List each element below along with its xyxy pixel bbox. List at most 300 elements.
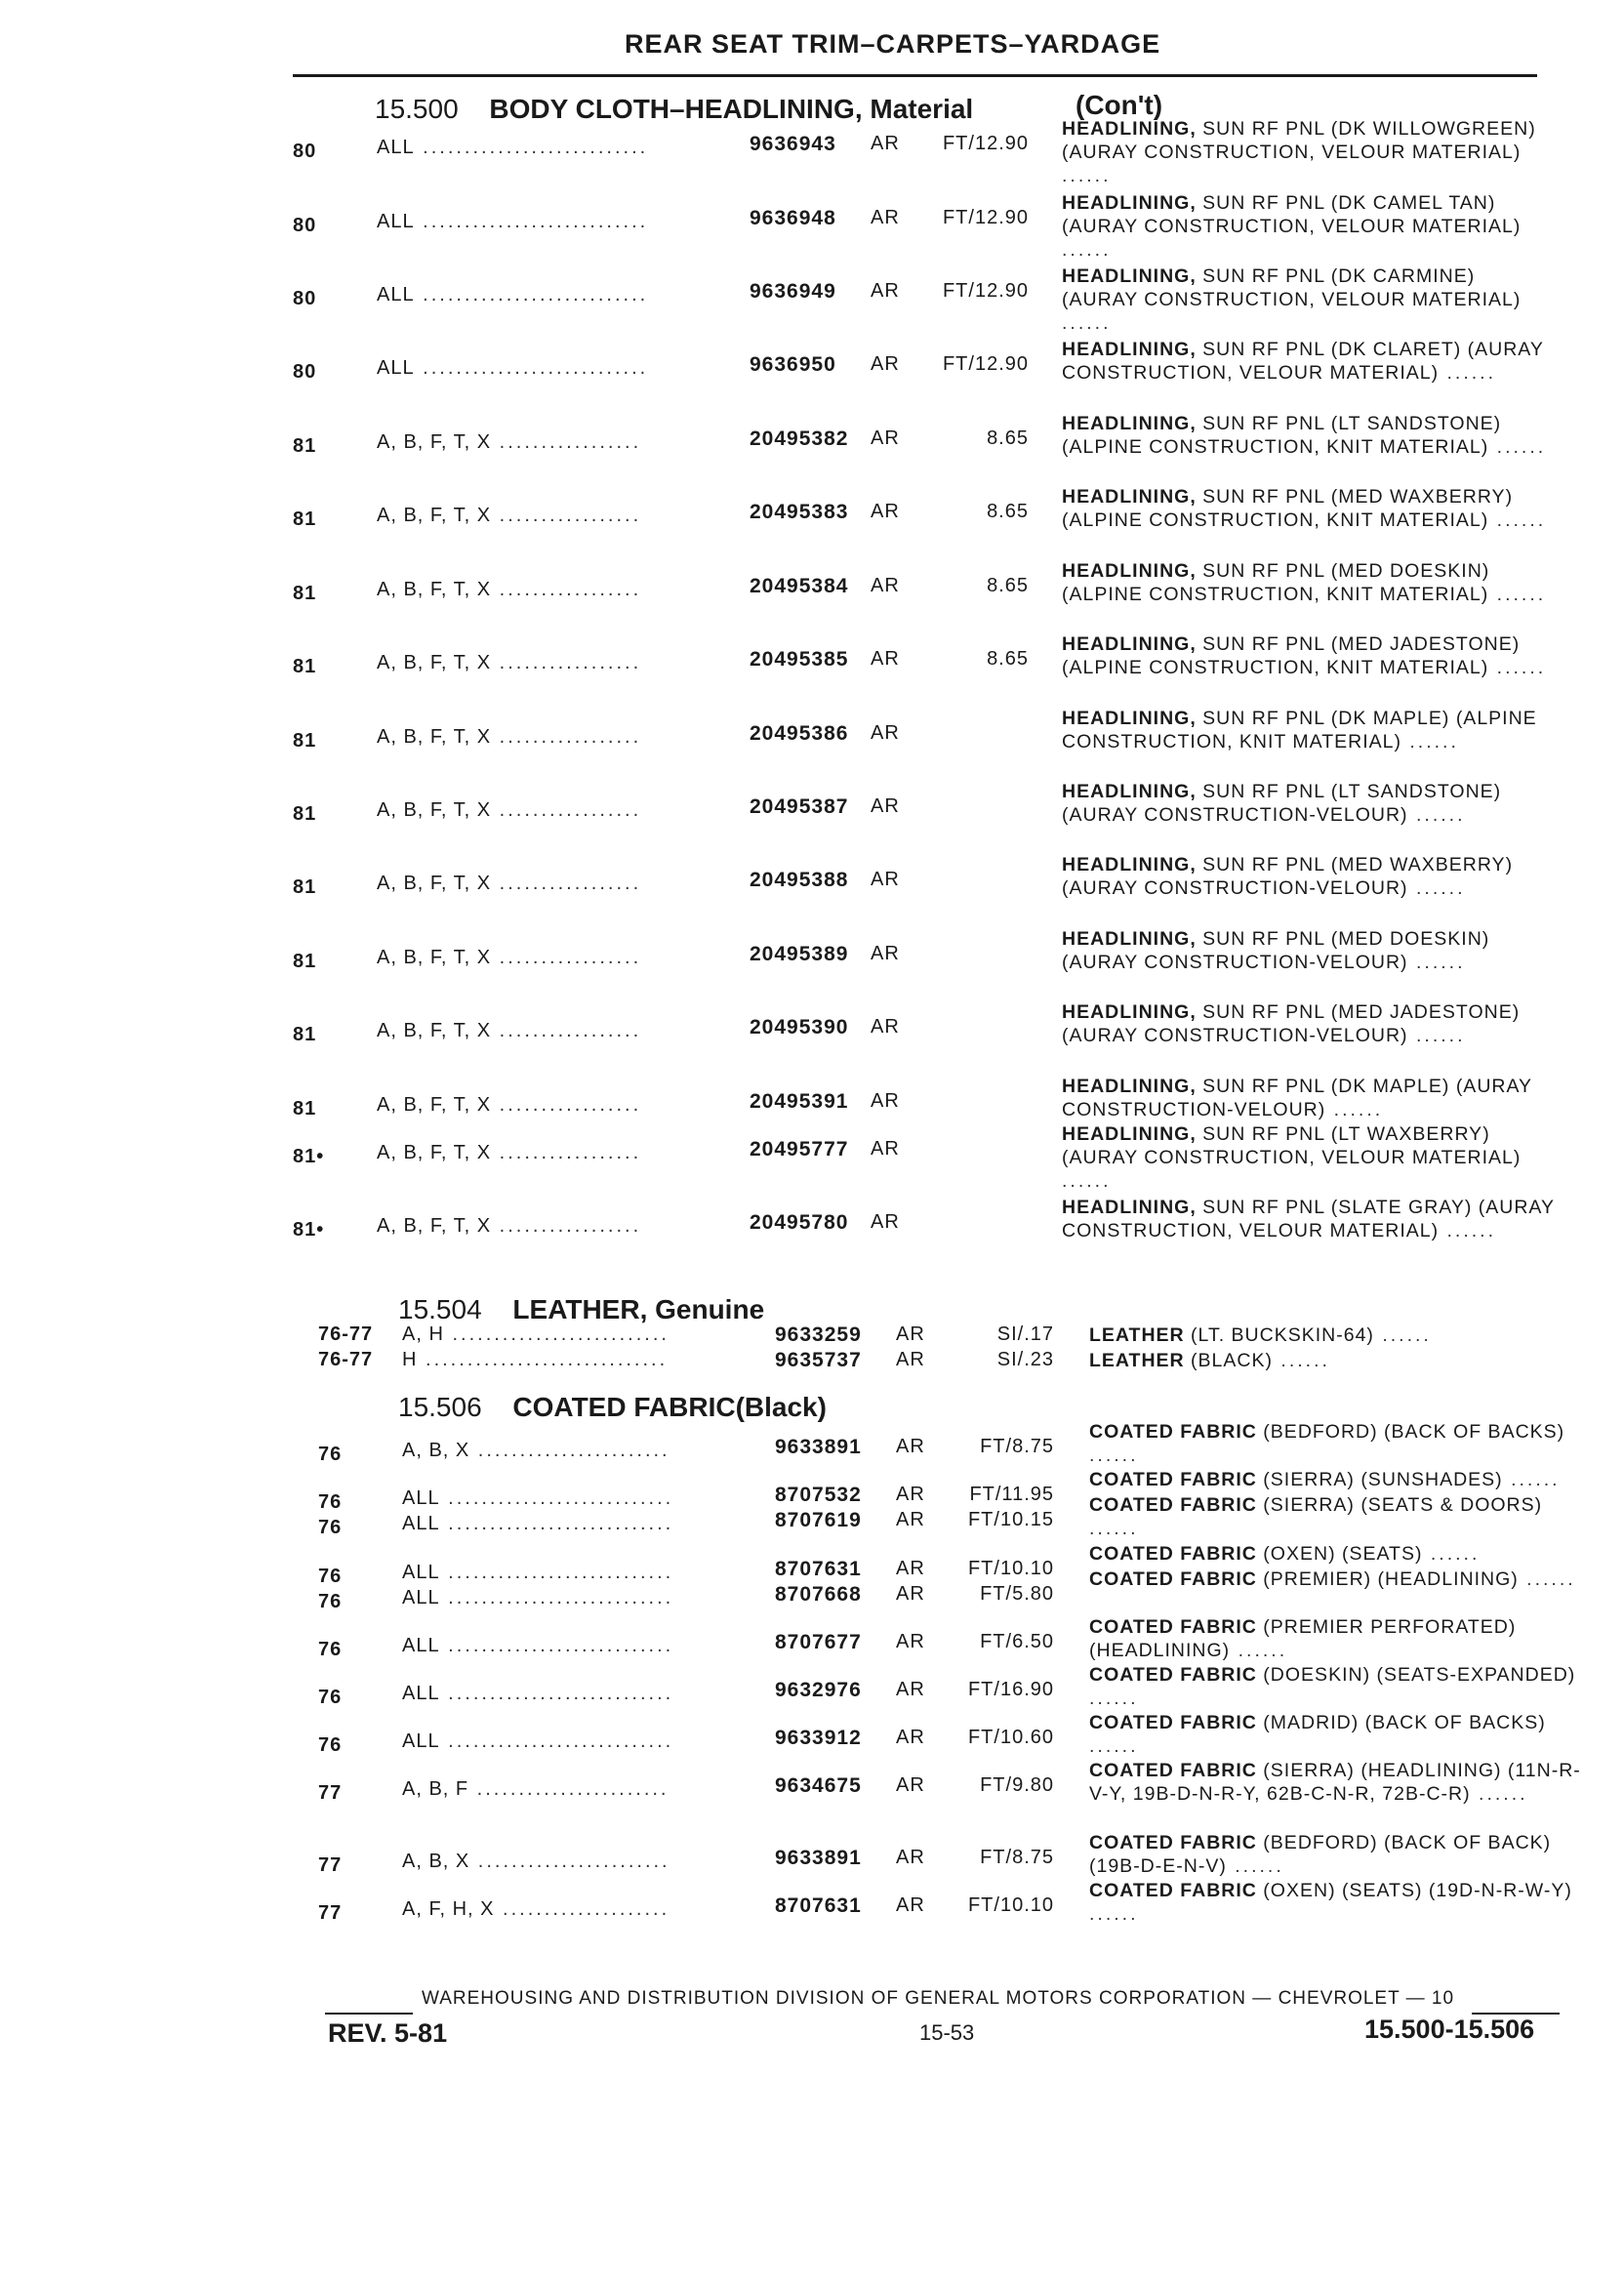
description-leader-dots: ...... bbox=[1407, 1025, 1466, 1046]
models-text: A, B, X bbox=[402, 1440, 470, 1461]
leader-dots: ........................... bbox=[439, 1513, 674, 1534]
models-cell bbox=[377, 726, 806, 749]
models-text: A, B, X bbox=[402, 1851, 470, 1872]
price-cell: FT/10.10 bbox=[967, 1558, 1054, 1579]
table-row bbox=[293, 1196, 1562, 1254]
year-cell: 81• bbox=[293, 1146, 325, 1167]
price-cell: FT/12.90 bbox=[942, 133, 1029, 154]
description-cell bbox=[1062, 632, 1555, 679]
part-number-cell: 9635737 bbox=[775, 1349, 862, 1371]
year-cell: 81 bbox=[293, 730, 317, 752]
description-text: SUN RF PNL (MED WAXBERRY) (AURAY CONSTRUCTION-VELOUR) bbox=[1062, 854, 1514, 899]
unit-cell: AR bbox=[871, 869, 900, 890]
description-leader-dots: ...... bbox=[1502, 1469, 1561, 1490]
unit-cell: AR bbox=[871, 207, 900, 228]
description-cell bbox=[1062, 1000, 1555, 1047]
models-text: ALL bbox=[402, 1487, 440, 1509]
description-keyword: COATED FABRIC bbox=[1089, 1568, 1257, 1590]
description-leader-dots: ...... bbox=[1089, 1688, 1139, 1709]
description-text: (PREMIER PERFORATED) (HEADLINING) bbox=[1089, 1616, 1517, 1661]
models-cell bbox=[377, 137, 806, 159]
models-cell bbox=[377, 284, 806, 306]
leader-dots: ................. bbox=[491, 1142, 642, 1163]
year-cell: 76 bbox=[318, 1591, 343, 1612]
year-cell: 76 bbox=[318, 1639, 343, 1660]
part-number-cell: 8707619 bbox=[775, 1509, 862, 1531]
description-text: (SIERRA) (SUNSHADES) bbox=[1256, 1469, 1503, 1490]
price-cell: 8.65 bbox=[987, 428, 1029, 449]
table-row bbox=[293, 338, 1562, 396]
year-cell: 81• bbox=[293, 1219, 325, 1241]
models-text: A, B, F, T, X bbox=[377, 1142, 492, 1163]
models-text: A, B, F, T, X bbox=[377, 1094, 492, 1116]
description-keyword: HEADLINING, bbox=[1062, 1001, 1197, 1023]
models-text: A, H bbox=[402, 1323, 444, 1345]
leader-dots: ....................... bbox=[469, 1851, 670, 1872]
year-cell: 81 bbox=[293, 1024, 317, 1045]
models-text: ALL bbox=[377, 137, 415, 158]
price-cell: FT/5.80 bbox=[980, 1583, 1054, 1605]
price-cell: 8.65 bbox=[987, 648, 1029, 670]
description-text: (MADRID) (BACK OF BACKS) bbox=[1256, 1712, 1546, 1733]
table-row bbox=[293, 632, 1562, 691]
price-cell: FT/10.60 bbox=[967, 1727, 1054, 1748]
leader-dots: ........................... bbox=[439, 1487, 674, 1509]
description-text: SUN RF PNL (LT SANDSTONE) (ALPINE CONSTRUCTION, KNIT MATERIAL) bbox=[1062, 413, 1502, 458]
description-text: SUN RF PNL (MED JADESTONE) (ALPINE CONSTRUCTION, KNIT MATERIAL) bbox=[1062, 633, 1521, 678]
description-cell bbox=[1089, 1323, 1582, 1347]
price-cell: FT/12.90 bbox=[942, 280, 1029, 302]
year-cell: 81 bbox=[293, 876, 317, 898]
description-leader-dots: ...... bbox=[1273, 1350, 1330, 1371]
section-title: BODY CLOTH–HEADLINING, bbox=[489, 94, 863, 124]
part-number-cell: 9636948 bbox=[750, 207, 836, 229]
part-number-cell: 9632976 bbox=[775, 1679, 862, 1701]
unit-cell: AR bbox=[896, 1509, 925, 1530]
description-cell bbox=[1062, 927, 1555, 974]
description-leader-dots: ...... bbox=[1062, 239, 1112, 261]
description-cell bbox=[1089, 1615, 1582, 1662]
part-number-cell: 9636950 bbox=[750, 353, 836, 376]
footer-section-range: 15.500-15.506 bbox=[1364, 2015, 1535, 2044]
part-number-cell: 8707631 bbox=[775, 1894, 862, 1917]
year-cell: 76 bbox=[318, 1687, 343, 1708]
models-text: A, B, F, T, X bbox=[377, 726, 492, 748]
models-cell bbox=[402, 1683, 832, 1705]
description-leader-dots: ...... bbox=[1488, 436, 1547, 458]
description-cell bbox=[1089, 1468, 1582, 1491]
models-text: A, B, F, T, X bbox=[377, 873, 492, 894]
table-row bbox=[318, 1349, 1587, 1374]
description-text: SUN RF PNL (DK CARMINE) (AURAY CONSTRUCTION, VELOUR MATERIAL) bbox=[1062, 265, 1522, 310]
description-cell bbox=[1089, 1831, 1582, 1878]
leader-dots: ................. bbox=[491, 799, 642, 821]
leader-dots: ................. bbox=[491, 726, 642, 748]
leader-dots: ................. bbox=[491, 873, 642, 894]
leader-dots: ................. bbox=[491, 1020, 642, 1041]
year-cell: 80 bbox=[293, 215, 317, 236]
table-row bbox=[293, 117, 1562, 186]
description-text: (BLACK) bbox=[1184, 1350, 1273, 1371]
models-text: ALL bbox=[402, 1683, 440, 1704]
models-text: A, B, F bbox=[402, 1778, 469, 1800]
leader-dots: ................. bbox=[491, 1215, 642, 1237]
description-leader-dots: ...... bbox=[1062, 165, 1112, 186]
description-cell bbox=[1089, 1493, 1582, 1540]
description-leader-dots: ...... bbox=[1062, 312, 1112, 334]
models-cell bbox=[402, 1349, 832, 1371]
description-keyword: COATED FABRIC bbox=[1089, 1543, 1257, 1565]
description-text: (OXEN) (SEATS) bbox=[1256, 1543, 1423, 1565]
unit-cell: AR bbox=[896, 1436, 925, 1457]
models-cell bbox=[402, 1587, 832, 1609]
year-cell: 81 bbox=[293, 1098, 317, 1120]
description-cell bbox=[1062, 707, 1555, 753]
description-cell bbox=[1062, 485, 1555, 532]
description-cell bbox=[1089, 1542, 1582, 1566]
description-keyword: HEADLINING, bbox=[1062, 854, 1197, 875]
price-cell: FT/11.95 bbox=[969, 1484, 1054, 1505]
footer-page-number: 15-53 bbox=[919, 2020, 975, 2045]
table-row bbox=[293, 707, 1562, 765]
description-cell bbox=[1062, 559, 1555, 606]
section-number: 15.500 bbox=[375, 94, 459, 124]
section-title: LEATHER, bbox=[512, 1294, 648, 1324]
models-text: ALL bbox=[377, 357, 415, 379]
year-cell: 80 bbox=[293, 361, 317, 383]
leader-dots: ........................... bbox=[439, 1587, 674, 1608]
year-cell: 81 bbox=[293, 656, 317, 677]
models-cell bbox=[402, 1635, 832, 1657]
unit-cell: AR bbox=[871, 1016, 900, 1038]
year-cell: 77 bbox=[318, 1854, 343, 1876]
description-cell bbox=[1089, 1879, 1582, 1926]
description-leader-dots: ...... bbox=[1407, 877, 1466, 899]
table-row bbox=[293, 853, 1562, 912]
section-subtitle: Genuine bbox=[647, 1294, 765, 1324]
part-number-cell: 9633891 bbox=[775, 1436, 862, 1458]
part-number-cell: 20495391 bbox=[750, 1090, 849, 1113]
description-cell bbox=[1062, 853, 1555, 900]
unit-cell: AR bbox=[871, 648, 900, 670]
description-keyword: LEATHER bbox=[1089, 1350, 1185, 1371]
models-text: A, B, F, T, X bbox=[377, 505, 492, 526]
description-keyword: COATED FABRIC bbox=[1089, 1760, 1257, 1781]
price-cell: FT/10.15 bbox=[967, 1509, 1054, 1530]
description-text: SUN RF PNL (MED DOESKIN) (ALPINE CONSTRUCTION, KNIT MATERIAL) bbox=[1062, 560, 1490, 605]
description-keyword: HEADLINING, bbox=[1062, 781, 1197, 802]
models-text: ALL bbox=[402, 1513, 440, 1534]
top-rule bbox=[293, 74, 1537, 77]
footer-rule-left bbox=[325, 2013, 413, 2015]
description-leader-dots: ...... bbox=[1407, 804, 1466, 826]
models-text: ALL bbox=[377, 284, 415, 305]
leader-dots: ........................... bbox=[414, 137, 649, 158]
description-keyword: COATED FABRIC bbox=[1089, 1494, 1257, 1516]
description-text: (BEDFORD) (BACK OF BACK) (19B-D-E-N-V) bbox=[1089, 1832, 1552, 1877]
models-cell bbox=[402, 1778, 832, 1801]
section-heading-15-506 bbox=[398, 1392, 827, 1423]
description-leader-dots: ...... bbox=[1089, 1518, 1139, 1539]
part-number-cell: 20495383 bbox=[750, 501, 849, 523]
description-cell bbox=[1062, 1122, 1555, 1193]
year-cell: 76 bbox=[318, 1566, 343, 1587]
description-leader-dots: ...... bbox=[1422, 1543, 1481, 1565]
part-number-cell: 20495777 bbox=[750, 1138, 849, 1160]
section-subtitle: Material bbox=[862, 94, 974, 124]
models-text: A, B, F, T, X bbox=[377, 652, 492, 673]
description-leader-dots: ...... bbox=[1062, 1170, 1112, 1192]
models-cell bbox=[377, 873, 806, 895]
description-cell bbox=[1089, 1349, 1582, 1372]
leader-dots: ....................... bbox=[468, 1778, 670, 1800]
description-keyword: HEADLINING, bbox=[1062, 1076, 1197, 1097]
description-leader-dots: ...... bbox=[1488, 584, 1547, 605]
unit-cell: AR bbox=[896, 1484, 925, 1505]
models-text: A, B, F, T, X bbox=[377, 579, 492, 600]
part-number-cell: 20495780 bbox=[750, 1211, 849, 1234]
price-cell: FT/16.90 bbox=[967, 1679, 1054, 1700]
leader-dots: ........................... bbox=[414, 357, 649, 379]
models-cell bbox=[377, 947, 806, 969]
description-text: SUN RF PNL (DK CLARET) (AURAY CONSTRUCTION, VELOUR MATERIAL) bbox=[1062, 339, 1544, 384]
footer-revision: REV. 5-81 bbox=[328, 2018, 448, 2048]
models-cell bbox=[377, 799, 806, 822]
leader-dots: ................. bbox=[491, 1094, 642, 1116]
year-cell: 76 bbox=[318, 1444, 343, 1465]
price-cell: FT/9.80 bbox=[980, 1774, 1054, 1796]
description-text: SUN RF PNL (SLATE GRAY) (AURAY CONSTRUCTION, VELOUR MATERIAL) bbox=[1062, 1197, 1555, 1242]
unit-cell: AR bbox=[871, 133, 900, 154]
models-cell bbox=[377, 357, 806, 380]
models-cell bbox=[402, 1898, 832, 1921]
description-keyword: HEADLINING, bbox=[1062, 413, 1197, 434]
unit-cell: AR bbox=[871, 795, 900, 817]
description-cell bbox=[1089, 1568, 1582, 1591]
price-cell: SI/.23 bbox=[996, 1349, 1054, 1370]
leader-dots: ........................... bbox=[439, 1683, 674, 1704]
leader-dots: ........................... bbox=[439, 1730, 674, 1752]
unit-cell: AR bbox=[896, 1631, 925, 1652]
description-keyword: HEADLINING, bbox=[1062, 560, 1197, 582]
unit-cell: AR bbox=[896, 1847, 925, 1868]
part-number-cell: 9633259 bbox=[775, 1323, 862, 1346]
description-text: SUN RF PNL (DK MAPLE) (AURAY CONSTRUCTION-VELOUR) bbox=[1062, 1076, 1532, 1120]
year-cell: 77 bbox=[318, 1902, 343, 1924]
part-number-cell: 8707631 bbox=[775, 1558, 862, 1580]
table-row bbox=[318, 1879, 1587, 1937]
description-leader-dots: ...... bbox=[1089, 1735, 1139, 1757]
description-text: SUN RF PNL (MED DOESKIN) (AURAY CONSTRUCTION-VELOUR) bbox=[1062, 928, 1490, 973]
description-cell bbox=[1062, 338, 1555, 385]
year-cell: 76 bbox=[318, 1517, 343, 1538]
leader-dots: ................. bbox=[491, 431, 642, 453]
table-row bbox=[293, 485, 1562, 544]
unit-cell: AR bbox=[896, 1323, 925, 1345]
description-cell bbox=[1062, 1075, 1555, 1121]
part-number-cell: 9633912 bbox=[775, 1727, 862, 1749]
price-cell: FT/8.75 bbox=[980, 1847, 1054, 1868]
unit-cell: AR bbox=[871, 1090, 900, 1112]
description-leader-dots: ...... bbox=[1470, 1783, 1528, 1805]
models-cell bbox=[402, 1440, 832, 1462]
description-leader-dots: ...... bbox=[1407, 952, 1466, 973]
description-text: SUN RF PNL (LT WAXBERRY) (AURAY CONSTRUCTION, VELOUR MATERIAL) bbox=[1062, 1123, 1522, 1168]
description-keyword: COATED FABRIC bbox=[1089, 1421, 1257, 1443]
table-row bbox=[293, 559, 1562, 618]
models-text: A, B, F, T, X bbox=[377, 799, 492, 821]
unit-cell: AR bbox=[871, 428, 900, 449]
description-keyword: HEADLINING, bbox=[1062, 1197, 1197, 1218]
models-text: H bbox=[402, 1349, 418, 1370]
year-cell: 81 bbox=[293, 509, 317, 530]
footer-publisher: WAREHOUSING AND DISTRIBUTION DIVISION OF GENERAL MOTORS CORPORATION — CHEVROLET — 10 bbox=[422, 1988, 1455, 2009]
year-cell: 76 bbox=[318, 1734, 343, 1756]
description-keyword: COATED FABRIC bbox=[1089, 1712, 1257, 1733]
price-cell: FT/10.10 bbox=[967, 1894, 1054, 1916]
models-cell bbox=[377, 1142, 806, 1164]
description-text: (SIERRA) (SEATS & DOORS) bbox=[1256, 1494, 1543, 1516]
description-leader-dots: ...... bbox=[1439, 362, 1497, 384]
description-keyword: HEADLINING, bbox=[1062, 633, 1197, 655]
description-text: (PREMIER) (HEADLINING) bbox=[1256, 1568, 1519, 1590]
description-text: SUN RF PNL (DK CAMEL TAN) (AURAY CONSTRUCTION, VELOUR MATERIAL) bbox=[1062, 192, 1522, 237]
year-cell: 76-77 bbox=[318, 1349, 374, 1370]
description-keyword: COATED FABRIC bbox=[1089, 1469, 1257, 1490]
models-text: A, F, H, X bbox=[402, 1898, 495, 1920]
description-cell bbox=[1062, 412, 1555, 459]
leader-dots: ................. bbox=[491, 947, 642, 968]
part-number-cell: 8707677 bbox=[775, 1631, 862, 1653]
table-row bbox=[293, 265, 1562, 334]
leader-dots: .................... bbox=[494, 1898, 670, 1920]
price-cell: FT/6.50 bbox=[980, 1631, 1054, 1652]
unit-cell: AR bbox=[871, 1138, 900, 1160]
part-number-cell: 9633891 bbox=[775, 1847, 862, 1869]
description-cell bbox=[1062, 780, 1555, 827]
unit-cell: AR bbox=[896, 1558, 925, 1579]
description-keyword: COATED FABRIC bbox=[1089, 1880, 1257, 1901]
part-number-cell: 9636949 bbox=[750, 280, 836, 303]
unit-cell: AR bbox=[896, 1583, 925, 1605]
leader-dots: ........................... bbox=[414, 211, 649, 232]
description-cell bbox=[1062, 1196, 1555, 1242]
unit-cell: AR bbox=[896, 1894, 925, 1916]
description-text: (SIERRA) (HEADLINING) (11N-R-V-Y, 19B-D-N-R-Y, 62B-C-N-R, 72B-C-R) bbox=[1089, 1760, 1581, 1805]
description-keyword: HEADLINING, bbox=[1062, 118, 1197, 140]
part-number-cell: 8707668 bbox=[775, 1583, 862, 1606]
models-cell bbox=[402, 1323, 832, 1346]
models-cell bbox=[402, 1851, 832, 1873]
description-leader-dots: ...... bbox=[1488, 657, 1547, 678]
section-title: COATED FABRIC(Black) bbox=[512, 1392, 827, 1422]
year-cell: 80 bbox=[293, 288, 317, 309]
leader-dots: ............................. bbox=[417, 1349, 669, 1370]
unit-cell: AR bbox=[871, 501, 900, 522]
models-cell bbox=[377, 579, 806, 601]
part-number-cell: 20495388 bbox=[750, 869, 849, 891]
unit-cell: AR bbox=[871, 722, 900, 744]
models-text: ALL bbox=[377, 211, 415, 232]
description-leader-dots: ...... bbox=[1488, 509, 1547, 531]
unit-cell: AR bbox=[871, 353, 900, 375]
description-keyword: HEADLINING, bbox=[1062, 192, 1197, 214]
price-cell: FT/12.90 bbox=[942, 353, 1029, 375]
price-cell: SI/.17 bbox=[996, 1323, 1054, 1345]
description-text: (OXEN) (SEATS) (19D-N-R-W-Y) bbox=[1256, 1880, 1572, 1901]
part-number-cell: 8707532 bbox=[775, 1484, 862, 1506]
price-cell: 8.65 bbox=[987, 575, 1029, 596]
leader-dots: ........................... bbox=[414, 284, 649, 305]
section-number: 15.506 bbox=[398, 1392, 482, 1422]
models-cell bbox=[377, 431, 806, 454]
description-text: (DOESKIN) (SEATS-EXPANDED) bbox=[1256, 1664, 1576, 1686]
description-text: SUN RF PNL (LT SANDSTONE) (AURAY CONSTRUCTION-VELOUR) bbox=[1062, 781, 1502, 826]
description-keyword: HEADLINING, bbox=[1062, 708, 1197, 729]
table-row bbox=[318, 1323, 1587, 1349]
models-text: A, B, F, T, X bbox=[377, 1020, 492, 1041]
part-number-cell: 9636943 bbox=[750, 133, 836, 155]
description-leader-dots: ...... bbox=[1089, 1903, 1139, 1925]
models-cell bbox=[377, 1215, 806, 1238]
year-cell: 81 bbox=[293, 951, 317, 972]
page-title: REAR SEAT TRIM–CARPETS–YARDAGE bbox=[625, 29, 1161, 59]
table-row bbox=[293, 780, 1562, 838]
description-leader-dots: ...... bbox=[1518, 1568, 1576, 1590]
leader-dots: ................. bbox=[491, 505, 642, 526]
models-cell bbox=[377, 1020, 806, 1042]
models-cell bbox=[377, 652, 806, 674]
part-number-cell: 20495384 bbox=[750, 575, 849, 597]
part-number-cell: 20495385 bbox=[750, 648, 849, 671]
leader-dots: ....................... bbox=[469, 1440, 670, 1461]
unit-cell: AR bbox=[871, 280, 900, 302]
description-leader-dots: ...... bbox=[1230, 1640, 1288, 1661]
unit-cell: AR bbox=[896, 1679, 925, 1700]
table-row bbox=[293, 1000, 1562, 1059]
leader-dots: ................. bbox=[491, 652, 642, 673]
year-cell: 77 bbox=[318, 1782, 343, 1804]
price-cell: 8.65 bbox=[987, 501, 1029, 522]
description-text: (BEDFORD) (BACK OF BACKS) bbox=[1256, 1421, 1565, 1443]
description-text: (LT. BUCKSKIN-64) bbox=[1184, 1324, 1374, 1346]
description-leader-dots: ...... bbox=[1226, 1855, 1284, 1877]
description-leader-dots: ...... bbox=[1089, 1445, 1139, 1466]
description-text: SUN RF PNL (DK MAPLE) (ALPINE CONSTRUCTION, KNIT MATERIAL) bbox=[1062, 708, 1537, 753]
description-keyword: HEADLINING, bbox=[1062, 486, 1197, 508]
description-cell bbox=[1062, 191, 1555, 262]
section-heading-15-504 bbox=[398, 1294, 764, 1325]
leader-dots: ........................... bbox=[439, 1635, 674, 1656]
part-number-cell: 20495387 bbox=[750, 795, 849, 818]
models-cell bbox=[402, 1730, 832, 1753]
unit-cell: AR bbox=[871, 943, 900, 964]
description-cell bbox=[1089, 1663, 1582, 1710]
description-keyword: HEADLINING, bbox=[1062, 928, 1197, 950]
unit-cell: AR bbox=[871, 1211, 900, 1233]
models-cell bbox=[377, 211, 806, 233]
models-text: A, B, F, T, X bbox=[377, 431, 492, 453]
description-keyword: HEADLINING, bbox=[1062, 339, 1197, 360]
year-cell: 81 bbox=[293, 435, 317, 457]
description-keyword: COATED FABRIC bbox=[1089, 1832, 1257, 1853]
description-keyword: LEATHER bbox=[1089, 1324, 1185, 1346]
models-text: ALL bbox=[402, 1730, 440, 1752]
unit-cell: AR bbox=[871, 575, 900, 596]
section-continued: (Con't) bbox=[1076, 90, 1163, 120]
description-cell bbox=[1089, 1420, 1582, 1467]
models-text: A, B, F, T, X bbox=[377, 1215, 492, 1237]
